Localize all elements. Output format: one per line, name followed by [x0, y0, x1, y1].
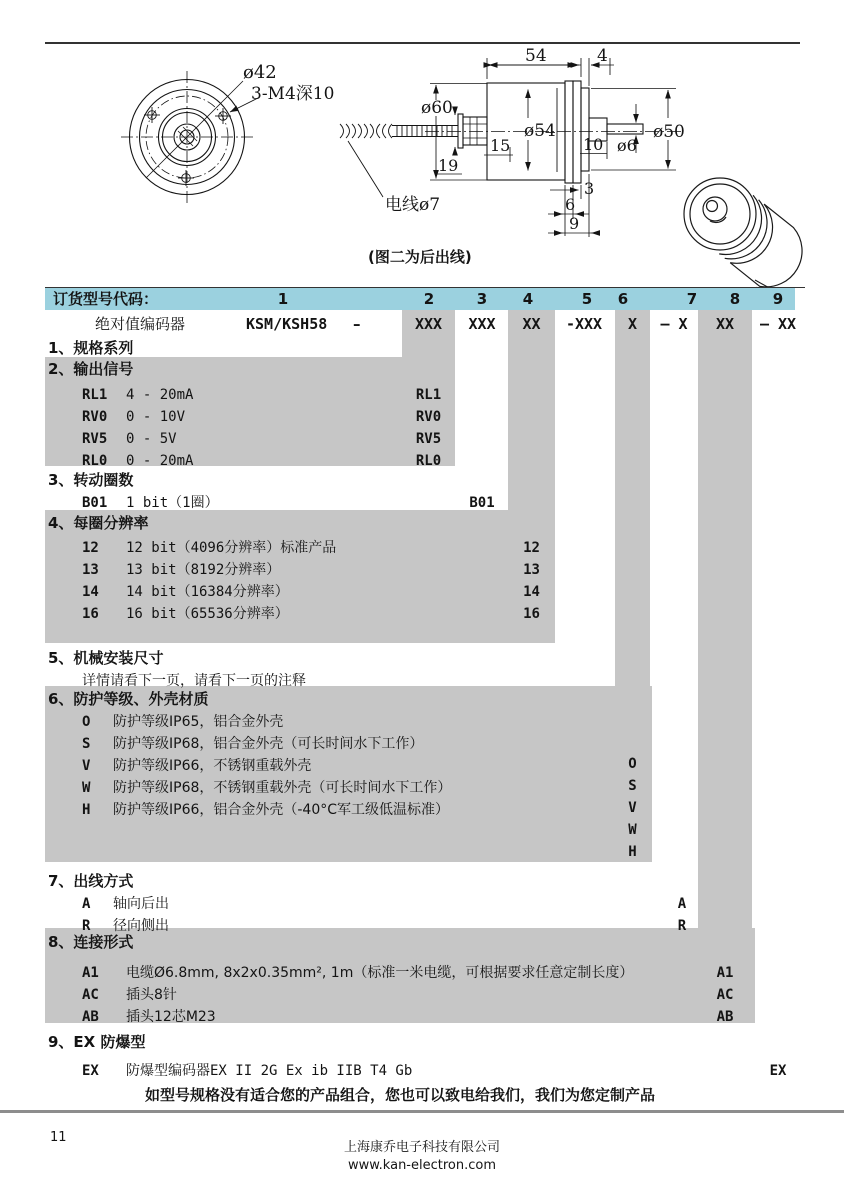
option-row — [82, 755, 311, 777]
option-desc: 防护等级IP66，铝合金外壳（-40°C军工级低温标准） — [113, 802, 450, 818]
option-desc: 0 - 10V — [126, 409, 186, 425]
column-code: AB — [716, 1009, 734, 1025]
option-code: RV5 — [82, 431, 108, 447]
section-4-column-codes — [508, 537, 555, 625]
option-row — [82, 559, 280, 581]
dim-15: 15 — [490, 136, 511, 155]
column-code: W — [628, 822, 637, 838]
dim-54: 54 — [525, 46, 547, 66]
option-desc: 防爆型编码器EX II 2G Ex ib IIB T4 Gb — [126, 1063, 413, 1079]
flex-conduit — [340, 124, 458, 138]
option-desc: 防护等级IP66，不锈钢重载外壳 — [113, 758, 312, 774]
option-desc: 14 bit（16384分辨率） — [126, 584, 289, 600]
column-number-4: 4 — [522, 290, 534, 308]
column-number-7: 7 — [686, 290, 698, 308]
dim-3m4: 3-M4深10 — [251, 84, 335, 104]
option-code: 14 — [82, 584, 99, 600]
option-desc: 0 - 20mA — [126, 453, 194, 469]
column-number-1: 1 — [277, 290, 289, 308]
section-7-heading: 7、出线方式 — [48, 872, 134, 890]
figure-caption: (图二为后出线) — [368, 248, 472, 266]
option-desc: 径向侧出 — [113, 918, 169, 934]
front-view — [121, 71, 258, 203]
note-text: 详情请看下一页，请看下一页的注释 — [82, 673, 306, 689]
column-number-5: 5 — [581, 290, 593, 308]
option-desc: 1 bit（1圈） — [126, 495, 219, 511]
option-desc: 插头12芯M23 — [126, 1009, 216, 1025]
dim-4: 4 — [597, 46, 608, 66]
option-code: A — [82, 896, 91, 912]
section-9-column-codes — [754, 1060, 802, 1082]
dim-9: 9 — [569, 214, 580, 233]
column-code: 14 — [523, 584, 540, 600]
dim-dia50: ø50 — [653, 122, 685, 142]
company-name: 上海康乔电子科技有限公司 — [343, 1140, 500, 1155]
column-code: RL0 — [415, 453, 442, 469]
option-row — [82, 384, 193, 406]
option-code: O — [82, 714, 91, 730]
column-code: A — [677, 896, 687, 912]
column-code: 16 — [523, 606, 540, 622]
option-row — [82, 893, 169, 915]
column-number-9: 9 — [772, 290, 784, 308]
option-desc: 防护等级IP68，铝合金外壳（可长时间水下工作） — [113, 736, 424, 752]
option-row — [82, 581, 289, 603]
column-number-2: 2 — [423, 290, 435, 308]
option-desc: 防护等级IP65，铝合金外壳 — [113, 714, 284, 730]
option-row — [82, 984, 177, 1006]
column-code: RL1 — [415, 387, 442, 403]
section-3-heading: 3、转动圈数 — [48, 471, 134, 489]
option-row — [82, 799, 449, 821]
option-row — [82, 962, 633, 984]
column-code: H — [628, 844, 637, 860]
section-7-column-codes — [660, 893, 704, 937]
column-stripe-8 — [698, 310, 752, 1023]
option-code: H — [82, 802, 91, 818]
column-code: RV5 — [415, 431, 442, 447]
option-code: V — [82, 758, 91, 774]
model-code-row — [0, 312, 844, 336]
option-desc: 电缆Ø6.8mm, 8x2x0.35mm², 1m（标准一米电缆，可根据要求任意定制长度） — [126, 965, 634, 981]
code-placeholder-3: XXX — [468, 315, 496, 333]
option-row — [82, 428, 177, 450]
order-code-title: 订货型号代码： — [53, 290, 159, 308]
option-row — [82, 450, 193, 472]
option-desc: 0 - 5V — [126, 431, 177, 447]
encoder-3d-sketch — [684, 178, 802, 290]
company-website: www.kan-electron.com — [347, 1158, 497, 1173]
option-desc: 防护等级IP68，不锈钢重载外壳（可长时间水下工作） — [113, 780, 452, 796]
code-placeholder-4: XX — [522, 315, 541, 333]
section-8-heading: 8、连接形式 — [48, 933, 134, 951]
option-row — [82, 406, 185, 428]
option-desc: 轴向后出 — [113, 896, 169, 912]
column-code: S — [628, 778, 637, 794]
column-code: 12 — [523, 540, 540, 556]
dia42-leader-line — [146, 81, 243, 178]
option-desc: 插头8针 — [126, 987, 177, 1003]
code-placeholder-9: – XX — [759, 315, 797, 333]
code-placeholder-7: – X — [660, 315, 688, 333]
order-code-header-bar — [45, 288, 795, 310]
page-number: 11 — [50, 1130, 67, 1145]
section-4-heading: 4、每圈分辨率 — [48, 514, 149, 532]
option-row — [82, 1060, 412, 1082]
option-row — [82, 492, 219, 514]
column-code: A1 — [716, 965, 734, 981]
code-placeholder-8: XX — [715, 315, 735, 333]
cable-label: 电线ø7 — [385, 195, 441, 215]
code-placeholder-5: -XXX — [565, 315, 603, 333]
column-number-8: 8 — [729, 290, 741, 308]
model-dash: – — [353, 315, 361, 333]
section-6-column-codes — [615, 753, 650, 863]
option-code: W — [82, 780, 91, 796]
option-desc: 16 bit（65536分辨率） — [126, 606, 289, 622]
option-code: S — [82, 736, 91, 752]
option-desc: 4 - 20mA — [126, 387, 194, 403]
section-1-heading: 1、规格系列 — [48, 339, 134, 357]
section-2-heading: 2、输出信号 — [48, 360, 134, 378]
side-view-dimensions — [430, 58, 676, 237]
custom-order-note: 如型号规格没有适合您的产品组合，您也可以致电给我们，我们为您定制产品 — [144, 1086, 655, 1104]
dim-19: 19 — [438, 156, 459, 175]
option-code: AC — [82, 987, 99, 1003]
code-placeholder-2: XXX — [414, 315, 443, 333]
dim-dia60: ø60 — [421, 98, 453, 118]
code-placeholder-6: X — [627, 315, 638, 333]
column-code: V — [628, 800, 637, 816]
column-code: O — [628, 756, 637, 772]
option-row — [82, 733, 423, 755]
dim-6: 6 — [565, 195, 576, 214]
product-name: 绝对值编码器 — [95, 315, 186, 333]
option-code: EX — [82, 1063, 99, 1079]
option-row — [82, 537, 336, 559]
option-row — [82, 711, 283, 733]
option-code: 12 — [82, 540, 99, 556]
option-code: R — [82, 918, 91, 934]
section-2-column-codes — [402, 384, 455, 472]
column-number-6: 6 — [617, 290, 629, 308]
column-number-3: 3 — [476, 290, 488, 308]
option-code: RL1 — [82, 387, 108, 403]
column-code: AC — [716, 987, 734, 1003]
dim-dia6: ø6 — [617, 136, 637, 155]
option-code: 13 — [82, 562, 99, 578]
option-code: A1 — [82, 965, 99, 981]
option-code: B01 — [82, 495, 108, 511]
column-code: EX — [769, 1063, 787, 1079]
column-code: RV0 — [415, 409, 442, 425]
option-code: 16 — [82, 606, 99, 622]
product-model: KSM/KSH58 — [246, 315, 328, 333]
option-code: RL0 — [82, 453, 108, 469]
section-9-heading: 9、EX 防爆型 — [48, 1033, 146, 1051]
section-5-heading: 5、机械安装尺寸 — [48, 649, 164, 667]
dim-dia42: ø42 — [243, 62, 277, 83]
option-desc: 13 bit（8192分辨率） — [126, 562, 281, 578]
dim-3: 3 — [584, 179, 595, 198]
column-code: 13 — [523, 562, 540, 578]
section-6-heading: 6、防护等级、外壳材质 — [48, 690, 209, 708]
option-desc: 12 bit（4096分辨率）标准产品 — [126, 540, 337, 556]
option-row — [82, 777, 451, 799]
option-code: AB — [82, 1009, 99, 1025]
section-3-column-codes — [458, 492, 506, 514]
option-row — [82, 603, 289, 625]
dim-10: 10 — [583, 135, 604, 154]
cable-leader-line — [348, 141, 383, 197]
dim-dia54: ø54 — [524, 121, 556, 141]
option-row — [82, 1006, 216, 1028]
column-code: B01 — [469, 495, 495, 511]
footer-divider — [0, 1110, 844, 1113]
option-code: RV0 — [82, 409, 108, 425]
section-8-column-codes — [698, 962, 752, 1028]
column-code: R — [677, 918, 687, 934]
